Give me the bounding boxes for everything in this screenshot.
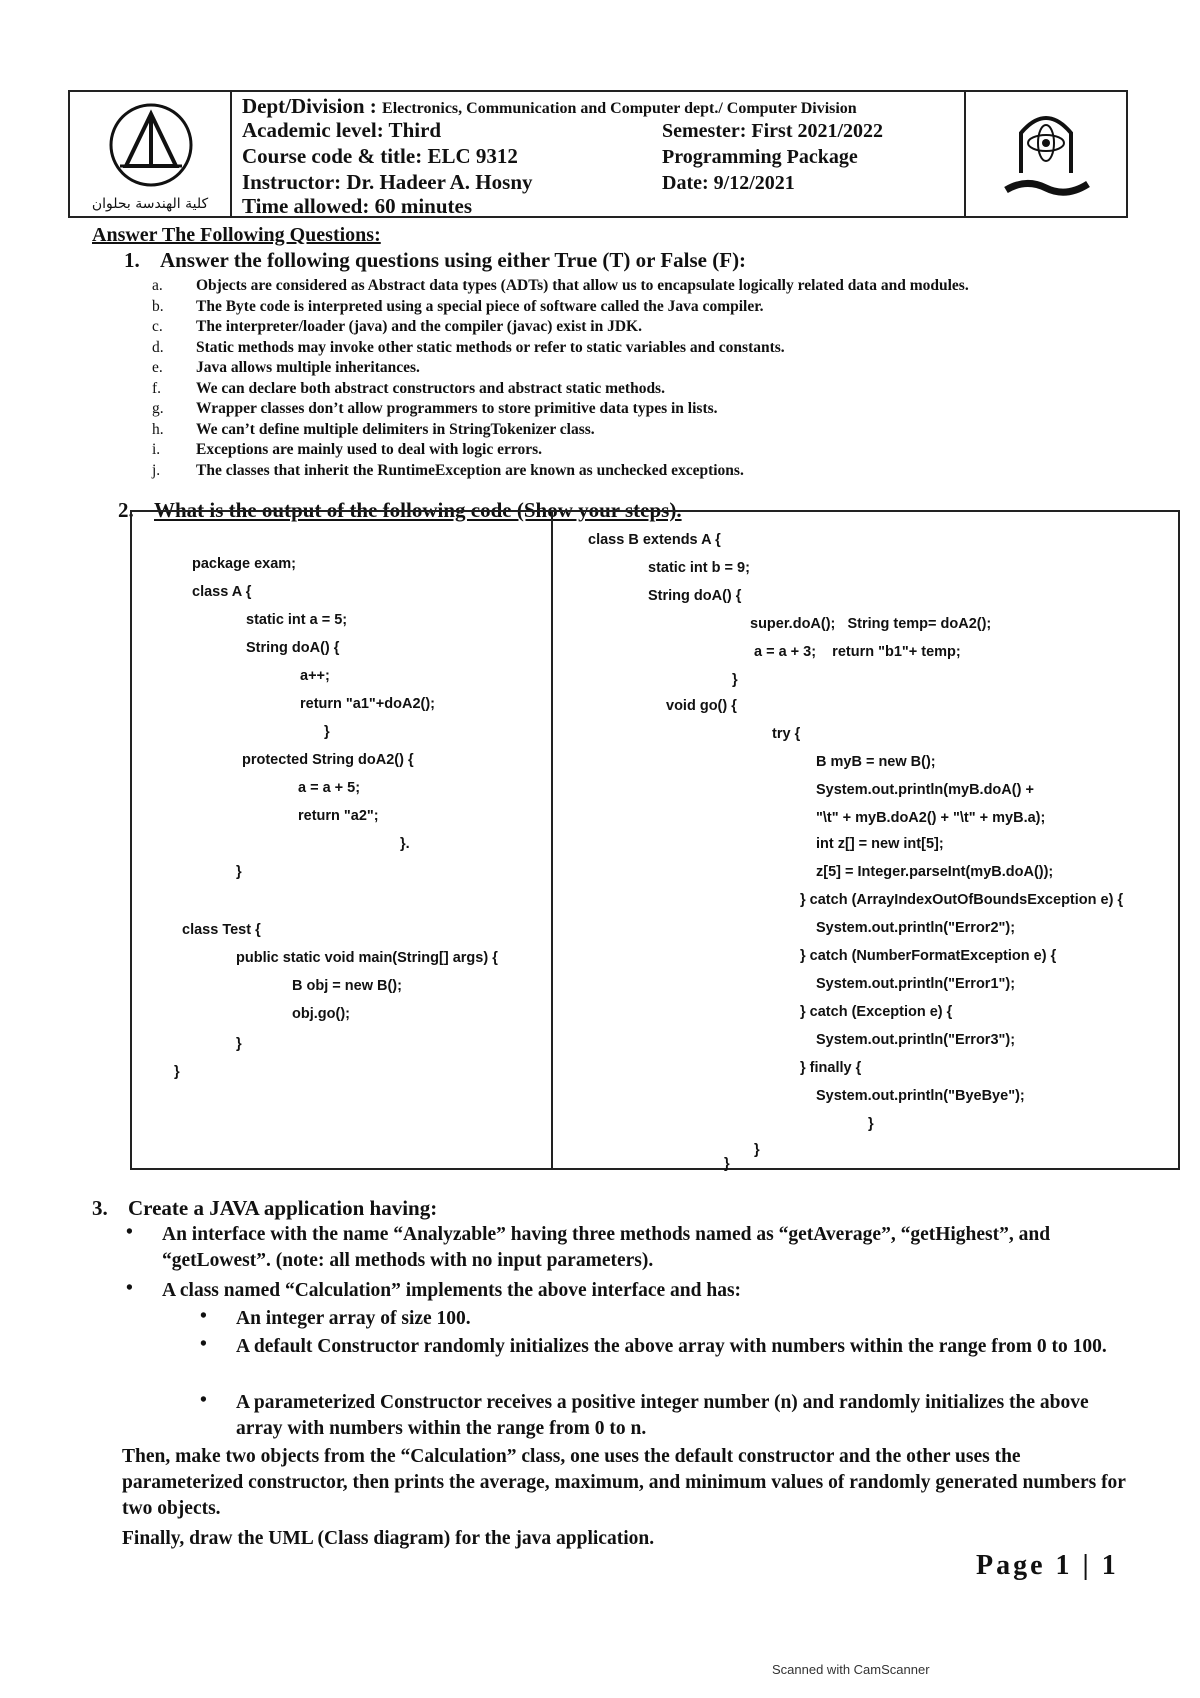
item-text: Java allows multiple inheritances. — [196, 359, 420, 376]
code-line: System.out.println("ByeBye"); — [816, 1088, 1025, 1104]
item-letter: g. — [152, 400, 164, 417]
item-letter: a. — [152, 277, 163, 294]
bullet-dot: • — [200, 1306, 207, 1327]
item-letter: j. — [152, 461, 161, 479]
dept-value: Electronics, Communication and Computer dept./ Computer Division — [382, 100, 857, 117]
list-item — [152, 297, 1112, 318]
sub-bullet-param-constructor: A parameterized Constructor receives a positive integer number (n) and randomly initializes the above array with numbers within the range from 0 to n. — [236, 1392, 1089, 1439]
code-line: System.out.println(myB.doA() + — [816, 782, 1034, 798]
list-item — [152, 358, 1112, 379]
code-line: protected String doA2() { — [242, 752, 414, 768]
code-line: public static void main(String[] args) { — [236, 950, 498, 966]
list-item — [152, 440, 1112, 461]
code-line: } catch (Exception e) { — [800, 1004, 953, 1020]
sub-bullet-default-constructor: A default Constructor randomly initializes the above array with numbers within the range from 0 to 100. — [236, 1336, 1107, 1357]
academic-level: Academic level: Third — [242, 118, 442, 142]
code-line: class B extends A { — [588, 532, 721, 548]
bullet-interface: An interface with the name “Analyzable” having three methods named as “getAverage”, “getHighest”, and “getLowest”. (note: all methods with no input parameters). — [162, 1224, 1051, 1271]
code-line: a = a + 3; return "b1"+ temp; — [754, 644, 961, 660]
code-line: "\t" + myB.doA2() + "\t" + myB.a); — [816, 810, 1046, 826]
course-code: Course code & title: ELC 9312 — [242, 144, 518, 168]
code-line: System.out.println("Error1"); — [816, 976, 1016, 992]
code-line: } finally { — [800, 1060, 862, 1076]
bullet-class: A class named “Calculation” implements the above interface and has: — [162, 1280, 742, 1301]
instructor: Instructor: Dr. Hadeer A. Hosny — [242, 170, 533, 194]
bullet-dot: • — [126, 1278, 133, 1299]
code-line: } — [324, 724, 330, 740]
code-line: } catch (ArrayIndexOutOfBoundsException e) { — [800, 892, 1124, 908]
item-letter: e. — [152, 359, 163, 376]
dept-label: Dept/Division : — [242, 94, 383, 118]
code-line: package exam; — [192, 556, 296, 572]
code-line: try { — [772, 726, 801, 742]
code-line: System.out.println("Error2"); — [816, 920, 1016, 936]
faculty-name: كلية الهندسة بحلوان — [91, 196, 209, 212]
question-1-text: Answer the following questions using either True (T) or False (F): — [160, 248, 747, 272]
header-info — [232, 92, 964, 216]
code-line: } — [236, 864, 242, 880]
list-item — [152, 379, 1112, 400]
question-2-text: What is the output of the following code (Show your steps). — [154, 498, 682, 522]
code-line: } — [724, 1156, 730, 1172]
code-line: String doA() { — [246, 640, 340, 656]
time-allowed: Time allowed: 60 minutes — [242, 194, 473, 218]
faculty-emblem-icon — [106, 100, 196, 190]
code-line: B obj = new B(); — [292, 978, 402, 994]
code-line: return "a2"; — [298, 808, 379, 824]
answer-heading: Answer The Following Questions: — [92, 224, 381, 246]
uml-instruction: Finally, draw the UML (Class diagram) for the java application. — [122, 1528, 655, 1549]
item-text: The Byte code is interpreted using a special piece of software called the Java compiler. — [196, 297, 764, 315]
sub-bullet-array: An integer array of size 100. — [236, 1308, 471, 1329]
list-item — [152, 317, 1112, 338]
list-item — [152, 338, 1112, 359]
question-2-number: 2. — [118, 498, 134, 522]
code-line: super.doA(); String temp= doA2(); — [750, 616, 992, 632]
code-line: return "a1"+doA2(); — [300, 696, 436, 712]
bullet-dot: • — [200, 1390, 207, 1411]
item-text: Static methods may invoke other static methods or refer to static variables and constants. — [196, 338, 785, 356]
bullet-dot: • — [200, 1334, 207, 1355]
code-line: } catch (NumberFormatException e) { — [800, 948, 1057, 964]
university-emblem-icon — [996, 98, 1096, 208]
question-3-title — [92, 1196, 437, 1221]
code-line: System.out.println("Error3"); — [816, 1032, 1016, 1048]
code-line: static int b = 9; — [648, 560, 750, 576]
item-letter: i. — [152, 441, 161, 458]
exam-date: Date: 9/12/2021 — [662, 172, 795, 194]
true-false-list — [152, 276, 1112, 481]
code-line: z[5] = Integer.parseInt(myB.doA()); — [816, 864, 1054, 880]
instructions-paragraph: Then, make two objects from the “Calculation” class, one uses the default constructor and the other uses the parameterized constructor, then prints the average, maximum, and minimum values of randomly generated numbers for two objects. — [122, 1446, 1126, 1519]
item-letter: h. — [152, 420, 164, 438]
code-line: }. — [400, 836, 410, 852]
item-text: Exceptions are mainly used to deal with logic errors. — [196, 441, 543, 458]
faculty-logo — [70, 92, 232, 216]
code-line: } — [236, 1036, 242, 1052]
list-item — [152, 276, 1112, 297]
code-line: } — [868, 1116, 874, 1132]
semester: Semester: First 2021/2022 — [662, 120, 884, 142]
code-line: } — [732, 672, 738, 688]
item-text: We can declare both abstract constructors and abstract static methods. — [196, 379, 665, 397]
bullet-dot: • — [126, 1222, 133, 1243]
dept-row — [242, 94, 857, 119]
item-letter: f. — [152, 379, 162, 397]
code-divider — [551, 512, 553, 1168]
code-line: } — [754, 1142, 760, 1158]
code-line: class Test { — [182, 922, 261, 938]
code-line: int z[] = new int[5]; — [816, 836, 944, 852]
page-number: Page 1 | 1 — [976, 1550, 1119, 1581]
code-line: static int a = 5; — [246, 612, 348, 628]
list-item — [152, 420, 1112, 441]
item-text: The classes that inherit the RuntimeException are known as unchecked exceptions. — [196, 461, 744, 479]
university-logo — [964, 92, 1126, 216]
course-name: Programming Package — [662, 146, 858, 168]
item-text: We can’t define multiple delimiters in StringTokenizer class. — [196, 420, 595, 438]
exam-header — [68, 90, 1128, 218]
code-line: a++; — [300, 668, 330, 684]
scan-watermark: Scanned with CamScanner — [772, 1662, 930, 1677]
item-letter: d. — [152, 338, 164, 356]
code-line: a = a + 5; — [298, 780, 361, 796]
item-letter: c. — [152, 318, 163, 335]
code-line: String doA() { — [648, 588, 742, 604]
item-text: The interpreter/loader (java) and the compiler (javac) exist in JDK. — [196, 318, 642, 335]
code-box — [130, 510, 1180, 1170]
code-line: void go() { — [666, 698, 737, 714]
item-text: Objects are considered as Abstract data types (ADTs) that allow us to encapsulate logically related data and modules. — [196, 277, 969, 294]
code-line: B myB = new B(); — [816, 754, 936, 770]
list-item — [152, 461, 1112, 482]
item-text: Wrapper classes don’t allow programmers to store primitive data types in lists. — [196, 400, 718, 417]
list-item — [152, 399, 1112, 420]
item-letter: b. — [152, 297, 164, 315]
question-3-text: Create a JAVA application having: — [128, 1196, 438, 1220]
code-line: obj.go(); — [292, 1006, 350, 1022]
question-1-title — [124, 248, 746, 273]
question-1-number: 1. — [124, 248, 140, 272]
code-line: } — [174, 1064, 180, 1080]
question-3-number: 3. — [92, 1196, 108, 1220]
code-line: class A { — [192, 584, 252, 600]
